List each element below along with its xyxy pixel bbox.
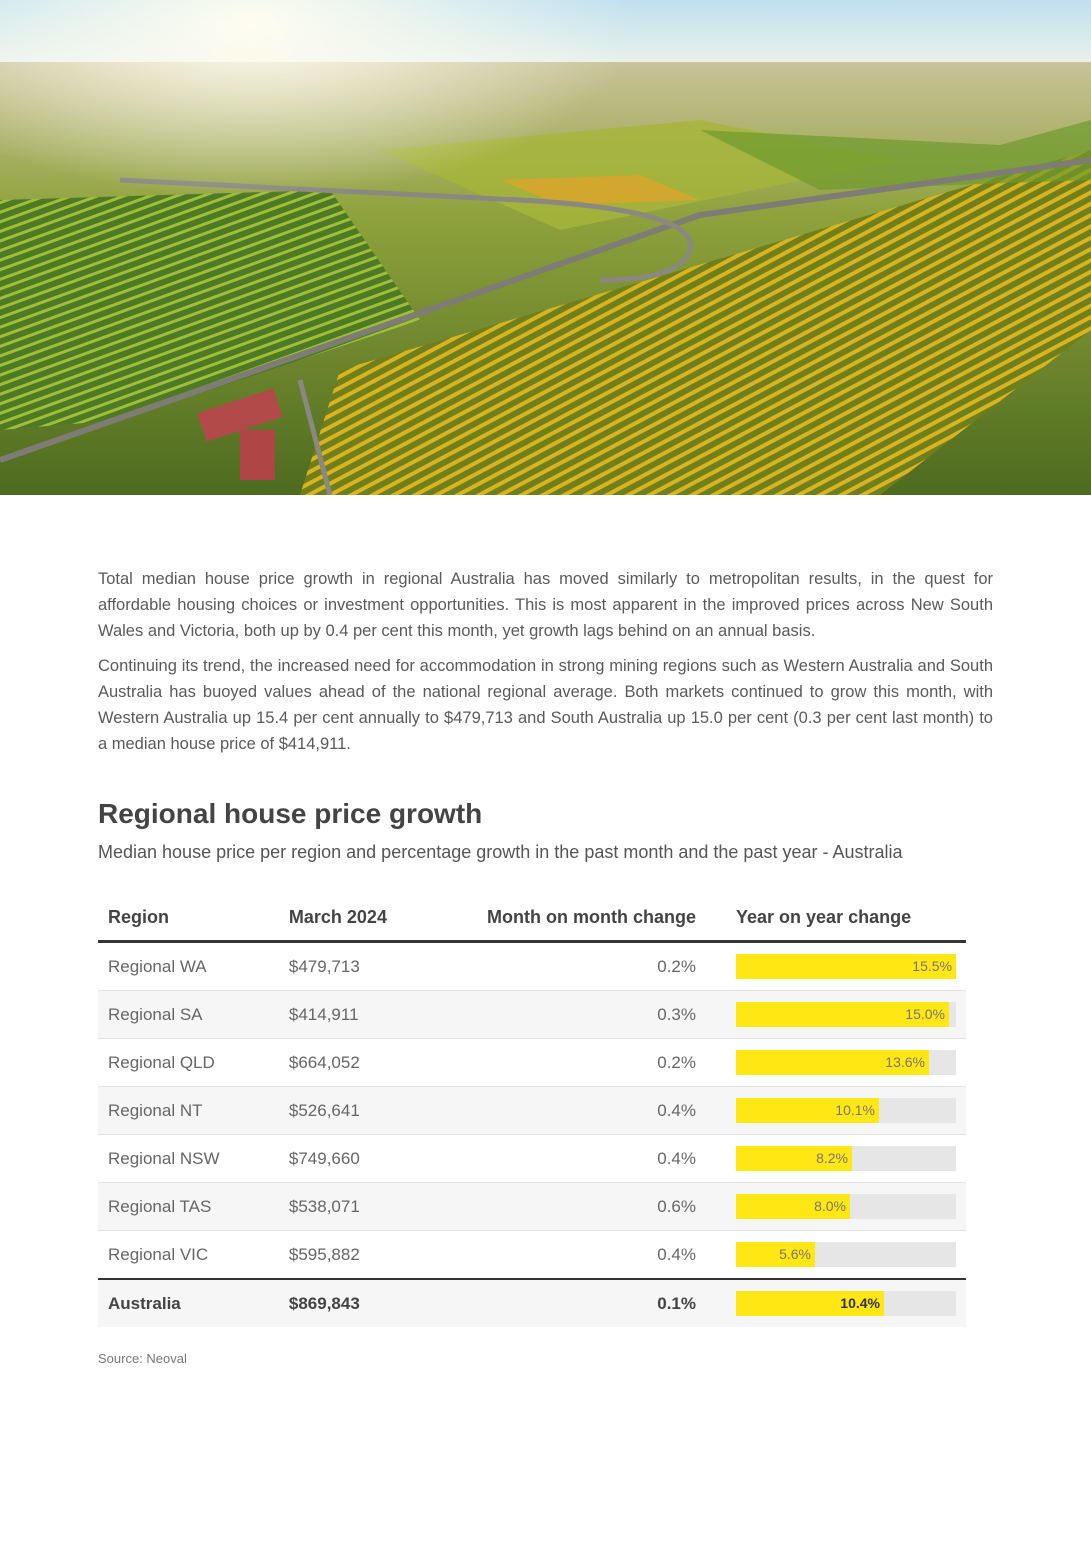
section-subtitle: Median house price per region and percentage growth in the past month and the past year - Australia <box>98 842 903 862</box>
yoy-label: 15.0% <box>905 1006 945 1022</box>
yoy-bar-track <box>736 1242 956 1267</box>
price-growth-table <box>98 895 966 1327</box>
header-yoy: Year on year change <box>706 895 966 942</box>
region-cell: Regional QLD <box>98 1039 279 1087</box>
table-row <box>98 1231 966 1280</box>
region-cell: Regional VIC <box>98 1231 279 1280</box>
yoy-bar-track <box>736 1146 956 1171</box>
mom-cell: 0.2% <box>459 1039 706 1087</box>
yoy-label: 8.0% <box>814 1198 846 1214</box>
yoy-cell <box>706 1231 966 1280</box>
price-cell: $414,911 <box>279 991 459 1039</box>
table-row <box>98 1039 966 1087</box>
mom-cell: 0.2% <box>459 942 706 991</box>
yoy-label: 8.2% <box>816 1150 848 1166</box>
yoy-cell <box>706 1135 966 1183</box>
mom-cell: 0.3% <box>459 991 706 1039</box>
yoy-bar-track <box>736 1098 956 1123</box>
region-cell: Regional WA <box>98 942 279 991</box>
yoy-bar-track <box>736 954 956 979</box>
region-cell: Australia <box>98 1279 279 1327</box>
yoy-bar-track <box>736 1291 956 1316</box>
article-body <box>98 566 993 766</box>
price-cell: $749,660 <box>279 1135 459 1183</box>
table-row <box>98 942 966 991</box>
price-cell: $595,882 <box>279 1231 459 1280</box>
yoy-bar-track <box>736 1194 956 1219</box>
table-row <box>98 1183 966 1231</box>
mom-cell: 0.4% <box>459 1087 706 1135</box>
header-price: March 2024 <box>279 895 459 942</box>
yoy-label: 5.6% <box>779 1246 811 1262</box>
yoy-cell <box>706 991 966 1039</box>
region-cell: Regional SA <box>98 991 279 1039</box>
section-title: Regional house price growth <box>98 798 483 829</box>
mom-cell: 0.1% <box>459 1279 706 1327</box>
yoy-bar-track <box>736 1002 956 1027</box>
yoy-cell <box>706 942 966 991</box>
hero-image <box>0 0 1091 495</box>
region-cell: Regional NSW <box>98 1135 279 1183</box>
region-cell: Regional NT <box>98 1087 279 1135</box>
price-cell: $479,713 <box>279 942 459 991</box>
aerial-vineyard-photo <box>0 0 1091 495</box>
yoy-bar-track <box>736 1050 956 1075</box>
price-cell: $526,641 <box>279 1087 459 1135</box>
yoy-label: 10.1% <box>835 1102 875 1118</box>
header-region: Region <box>98 895 279 942</box>
yoy-cell <box>706 1087 966 1135</box>
header-mom: Month on month change <box>459 895 706 942</box>
mom-cell: 0.4% <box>459 1135 706 1183</box>
paragraph: Continuing its trend, the increased need for accommodation in strong mining regions such as Western Australia and South Australia has buoyed values ahead of the national regional average. Both markets continued to grow this month, with Western Australia up 15.4 per cent annually to $479,713 and South Australia up 15.0 per cent (0.3 per cent last month) to a median house price of $414,911. <box>98 657 993 753</box>
table-header-row <box>98 895 966 942</box>
source-note: Source: Neoval <box>98 1351 187 1366</box>
yoy-cell <box>706 1183 966 1231</box>
table-row <box>98 1135 966 1183</box>
table-row <box>98 991 966 1039</box>
region-cell: Regional TAS <box>98 1183 279 1231</box>
paragraph: Total median house price growth in regional Australia has moved similarly to metropolitan results, in the quest for affordable housing choices or investment opportunities. This is most apparent in the improved prices across New South Wales and Victoria, both up by 0.4 per cent this month, yet growth lags behind on an annual basis. <box>98 570 993 640</box>
yoy-cell <box>706 1279 966 1327</box>
table-total-row <box>98 1279 966 1327</box>
table-row <box>98 1087 966 1135</box>
price-cell: $869,843 <box>279 1279 459 1327</box>
price-cell: $538,071 <box>279 1183 459 1231</box>
yoy-label: 15.5% <box>912 958 952 974</box>
yoy-cell <box>706 1039 966 1087</box>
mom-cell: 0.6% <box>459 1183 706 1231</box>
yoy-label: 10.4% <box>840 1295 880 1311</box>
yoy-label: 13.6% <box>885 1054 925 1070</box>
price-cell: $664,052 <box>279 1039 459 1087</box>
mom-cell: 0.4% <box>459 1231 706 1280</box>
